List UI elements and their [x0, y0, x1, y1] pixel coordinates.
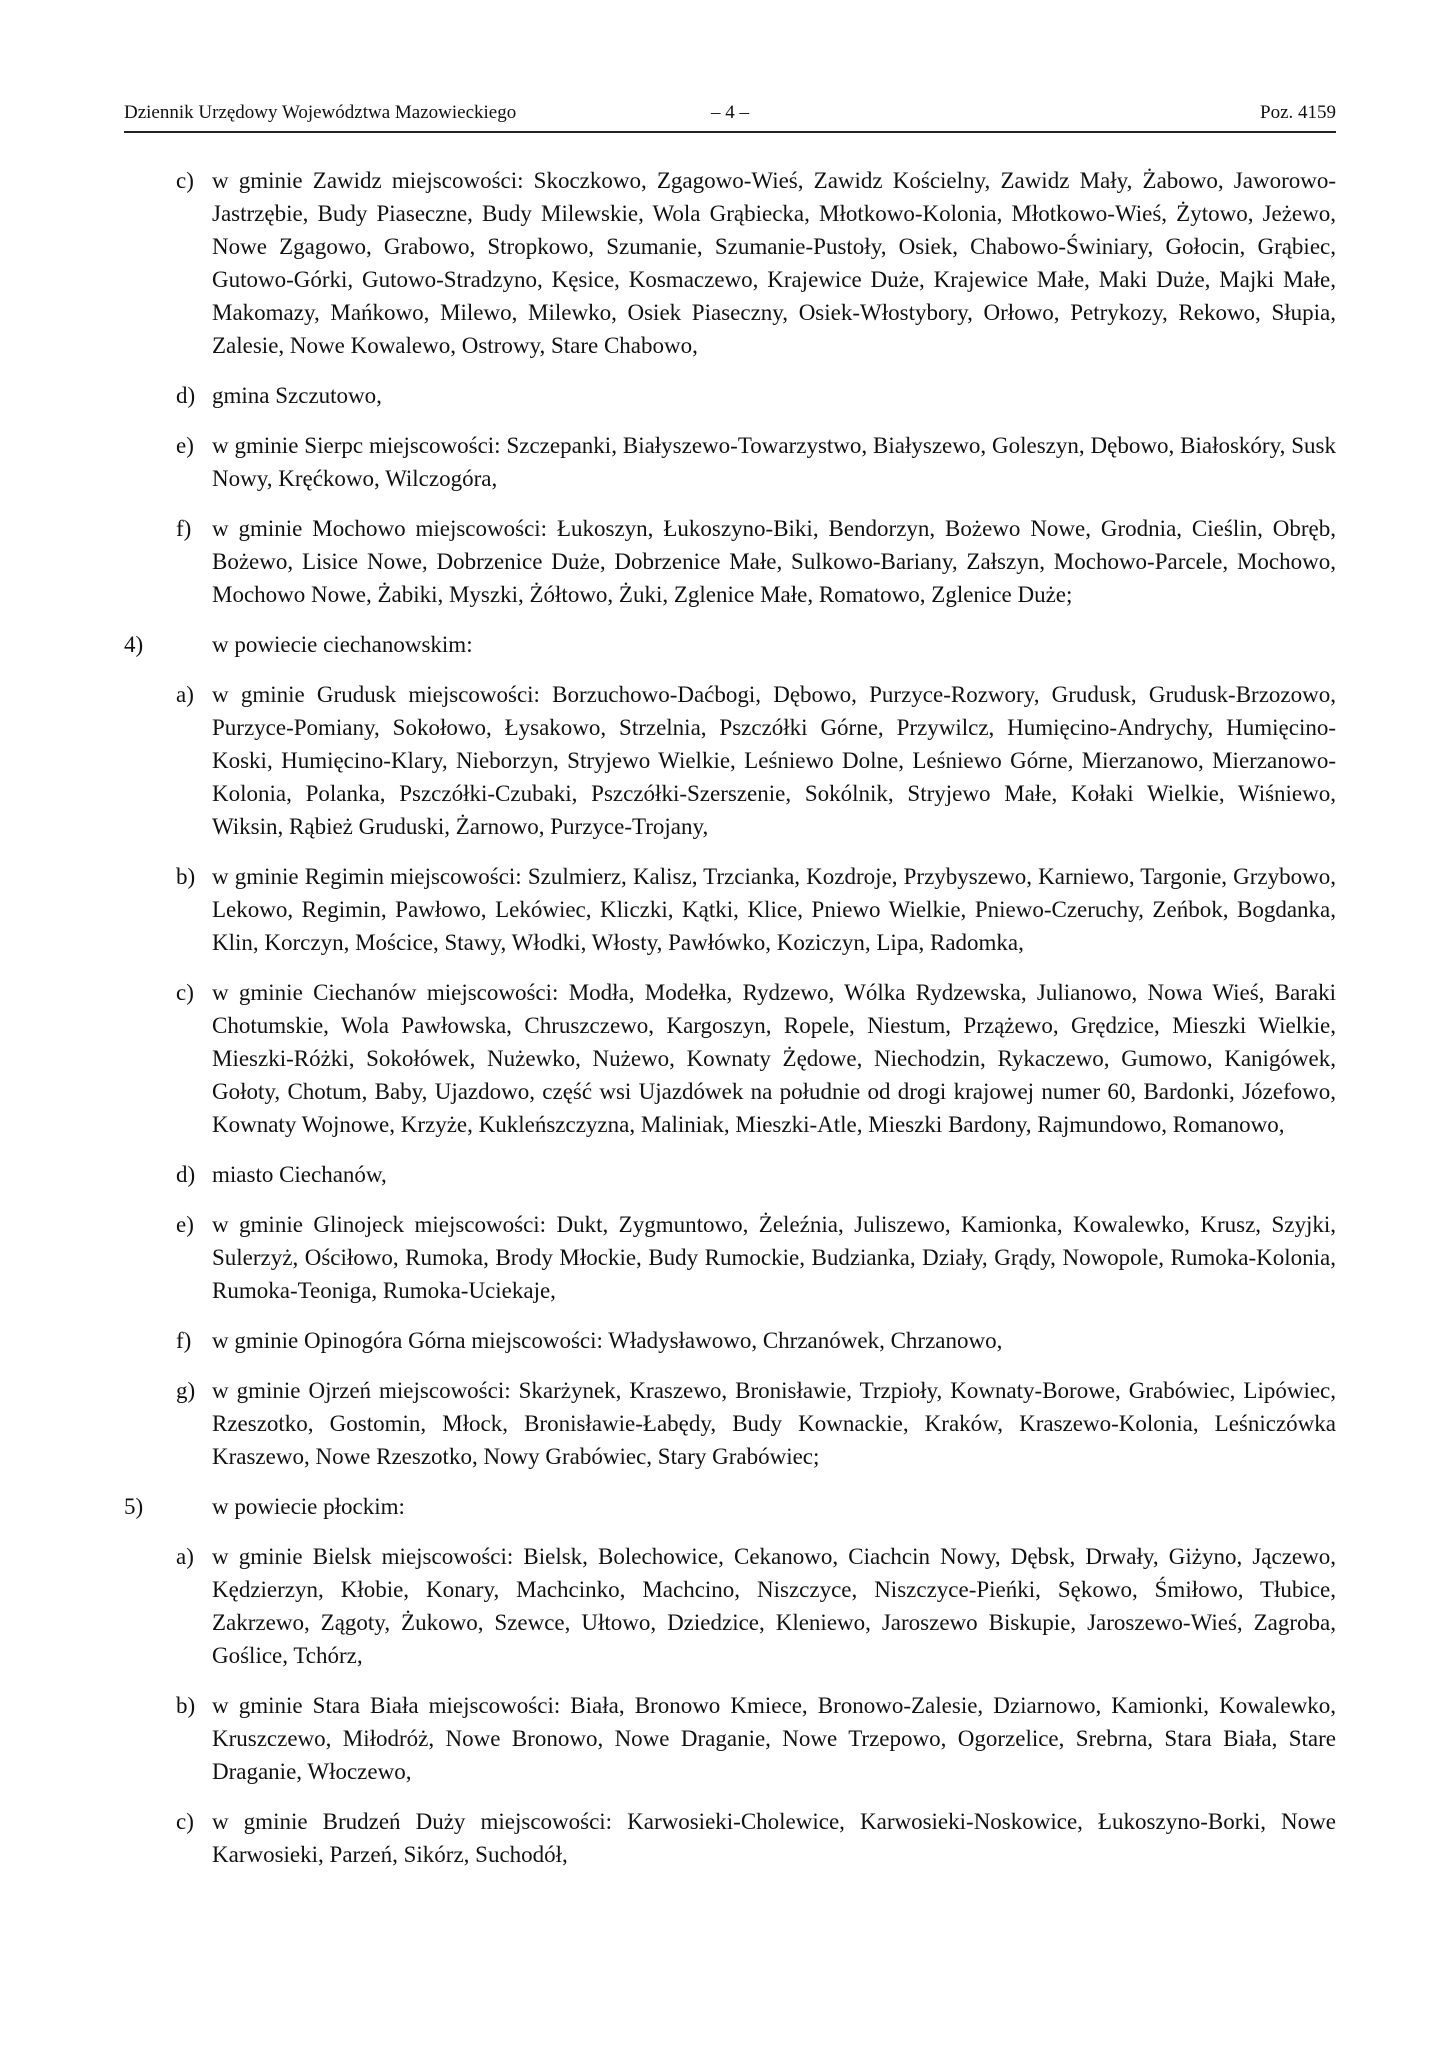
- item-text: w gminie Bielsk miejscowości: Bielsk, Bolechowice, Cekanowo, Ciachcin Nowy, Dębsk, Drwały, Giżyno, Jączewo, Kędzierzyn, Kłobie, Konary, Machcinko, Machcino, Niszczyce, Niszczyce-Pieńki, Sękowo, Śmiłowo, Tłubice, Zakrzewo, Zągoty, Żukowo, Szewce, Ułtowo, Dziedzice, Kleniewo, Jaroszewo Biskupie, Jaroszewo-Wieś, Zagroba, Goślice, Tchórz,: [212, 1544, 1336, 1668]
- numbered-section: [124, 1490, 1336, 1523]
- item-text: w gminie Ciechanów miejscowości: Modła, Modełka, Rydzewo, Wólka Rydzewska, Julianowo, Nowa Wieś, Baraki Chotumskie, Wola Pawłowska, Chruszczewo, Kargoszyn, Ropele, Niestum, Przążewo, Grędzice, Mieszki Wielkie, Mieszki-Różki, Sokołówek, Nużewko, Nużewo, Kownaty Żędowe, Niechodzin, Rykaczewo, Gumowo, Kanigówek, Gołoty, Chotum, Baby, Ujazdowo, część wsi Ujazdówek na południe od drogi krajowej numer 60, Bardonki, Józefowo, Kownaty Wojnowe, Krzyże, Kukleńszczyzna, Maliniak, Mieszki-Atle, Mieszki Bardony, Rajmundowo, Romanowo,: [212, 980, 1336, 1137]
- list-item: [176, 1158, 1336, 1191]
- journal-title: Dziennik Urzędowy Województwa Mazowieckiego: [124, 102, 517, 123]
- list-item: [176, 1540, 1336, 1672]
- list-item: [176, 429, 1336, 495]
- list-item: [176, 164, 1336, 362]
- item-text: w gminie Stara Biała miejscowości: Biała, Bronowo Kmiece, Bronowo-Zalesie, Dziarnowo, Kamionki, Kowalewko, Kruszczewo, Miłodróż, Nowe Bronowo, Nowe Draganie, Nowe Trzepowo, Ogorzelice, Srebrna, Stara Biała, Stare Draganie, Włoczewo,: [212, 1693, 1336, 1784]
- section-heading: w powiecie płockim:: [212, 1494, 405, 1519]
- list-item: [176, 860, 1336, 959]
- item-text: miasto Ciechanów,: [212, 1162, 387, 1187]
- position-number: Poz. 4159: [1260, 102, 1336, 123]
- item-text: w gminie Regimin miejscowości: Szulmierz, Kalisz, Trzcianka, Kozdroje, Przybyszewo, Karniewo, Targonie, Grzybowo, Lekowo, Regimin, Pawłowo, Lekówiec, Kliczki, Kątki, Klice, Pniewo Wielkie, Pniewo-Czeruchy, Zeńbok, Bogdanka, Klin, Korczyn, Mościce, Stawy, Włodki, Włosty, Pawłówko, Koziczyn, Lipa, Radomka,: [212, 864, 1336, 955]
- item-text: w gminie Brudzeń Duży miejscowości: Karwosieki-Cholewice, Karwosieki-Noskowice, Łukoszyno-Borki, Nowe Karwosieki, Parzeń, Sikórz, Suchodół,: [212, 1809, 1336, 1867]
- list-item: [176, 1374, 1336, 1473]
- page-header: [124, 101, 1336, 131]
- section-number: 4): [124, 632, 144, 657]
- item-label: a): [176, 1544, 194, 1569]
- list-item: [176, 976, 1336, 1141]
- list-item: [176, 379, 1336, 412]
- item-label: b): [176, 864, 196, 889]
- item-text: w gminie Mochowo miejscowości: Łukoszyn, Łukoszyno-Biki, Bendorzyn, Bożewo Nowe, Grodnia, Cieślin, Obręb, Bożewo, Lisice Nowe, Dobrzenice Duże, Dobrzenice Małe, Sulkowo-Bariany, Załszyn, Mochowo-Parcele, Mochowo, Mochowo Nowe, Żabiki, Myszki, Żółtowo, Żuki, Zglenice Małe, Romatowo, Zglenice Duże;: [212, 516, 1336, 607]
- header-divider: [124, 131, 1336, 133]
- item-label: d): [176, 383, 196, 408]
- item-label: e): [176, 1212, 194, 1237]
- numbered-section: [124, 628, 1336, 661]
- item-label: c): [176, 168, 194, 193]
- item-text: gmina Szczutowo,: [212, 383, 382, 408]
- item-label: c): [176, 980, 194, 1005]
- section-number: 5): [124, 1494, 144, 1519]
- item-label: b): [176, 1693, 196, 1718]
- list-item: [176, 512, 1336, 611]
- item-text: w gminie Sierpc miejscowości: Szczepanki, Białyszewo-Towarzystwo, Białyszewo, Goleszyn, Dębowo, Białoskóry, Susk Nowy, Kręćkowo, Wilczogóra,: [212, 433, 1336, 491]
- item-text: w gminie Glinojeck miejscowości: Dukt, Zygmuntowo, Żeleźnia, Juliszewo, Kamionka, Kowalewko, Krusz, Szyjki, Sulerzyż, Ościłowo, Rumoka, Brody Młockie, Budy Rumockie, Budzianka, Działy, Grądy, Nowopole, Rumoka-Kolonia, Rumoka-Teoniga, Rumoka-Uciekaje,: [212, 1212, 1336, 1303]
- list-item: [176, 678, 1336, 843]
- section-heading: w powiecie ciechanowskim:: [212, 632, 473, 657]
- item-label: d): [176, 1162, 196, 1187]
- item-text: w gminie Zawidz miejscowości: Skoczkowo, Zgagowo-Wieś, Zawidz Kościelny, Zawidz Mały, Żabowo, Jaworowo-Jastrzębie, Budy Piaseczne, Budy Milewskie, Wola Grąbiecka, Młotkowo-Kolonia, Młotkowo-Wieś, Żytowo, Jeżewo, Nowe Zgagowo, Grabowo, Stropkowo, Szumanie, Szumanie-Pustoły, Osiek, Chabowo-Świniary, Gołocin, Grąbiec, Gutowo-Górki, Gutowo-Stradzyno, Kęsice, Kosmaczewo, Krajewice Duże, Krajewice Małe, Maki Duże, Majki Małe, Makomazy, Mańkowo, Milewo, Milewko, Osiek Piaseczny, Osiek-Włostybory, Orłowo, Petrykozy, Rekowo, Słupia, Zalesie, Nowe Kowalewo, Ostrowy, Stare Chabowo,: [212, 168, 1336, 358]
- item-text: w gminie Opinogóra Górna miejscowości: Władysławowo, Chrzanówek, Chrzanowo,: [212, 1328, 1003, 1353]
- document-body: [124, 164, 1336, 1888]
- item-label: g): [176, 1378, 196, 1403]
- item-label: f): [176, 1328, 192, 1353]
- item-label: c): [176, 1809, 194, 1834]
- list-item: [176, 1689, 1336, 1788]
- item-text: w gminie Ojrzeń miejscowości: Skarżynek, Kraszewo, Bronisławie, Trzpioły, Kownaty-Borowe, Grabówiec, Lipówiec, Rzeszotko, Gostomin, Młock, Bronisławie-Łabędy, Budy Kownackie, Kraków, Kraszewo-Kolonia, Leśniczówka Kraszewo, Nowe Rzeszotko, Nowy Grabówiec, Stary Grabówiec;: [212, 1378, 1336, 1469]
- item-label: f): [176, 516, 192, 541]
- page-number: – 4 –: [711, 102, 749, 123]
- list-item: [176, 1208, 1336, 1307]
- list-item: [176, 1805, 1336, 1871]
- list-item: [176, 1324, 1336, 1357]
- item-label: a): [176, 682, 194, 707]
- item-label: e): [176, 433, 194, 458]
- item-text: w gminie Grudusk miejscowości: Borzuchowo-Daćbogi, Dębowo, Purzyce-Rozwory, Grudusk, Grudusk-Brzozowo, Purzyce-Pomiany, Sokołowo, Łysakowo, Strzelnia, Pszczółki Górne, Przywilcz, Humięcino-Andrychy, Humięcino-Koski, Humięcino-Klary, Nieborzyn, Stryjewo Wielkie, Leśniewo Dolne, Leśniewo Górne, Mierzanowo, Mierzanowo-Kolonia, Polanka, Pszczółki-Czubaki, Pszczółki-Szerszenie, Sokólnik, Stryjewo Małe, Kołaki Wielkie, Wiśniewo, Wiksin, Rąbież Gruduski, Żarnowo, Purzyce-Trojany,: [212, 682, 1336, 839]
